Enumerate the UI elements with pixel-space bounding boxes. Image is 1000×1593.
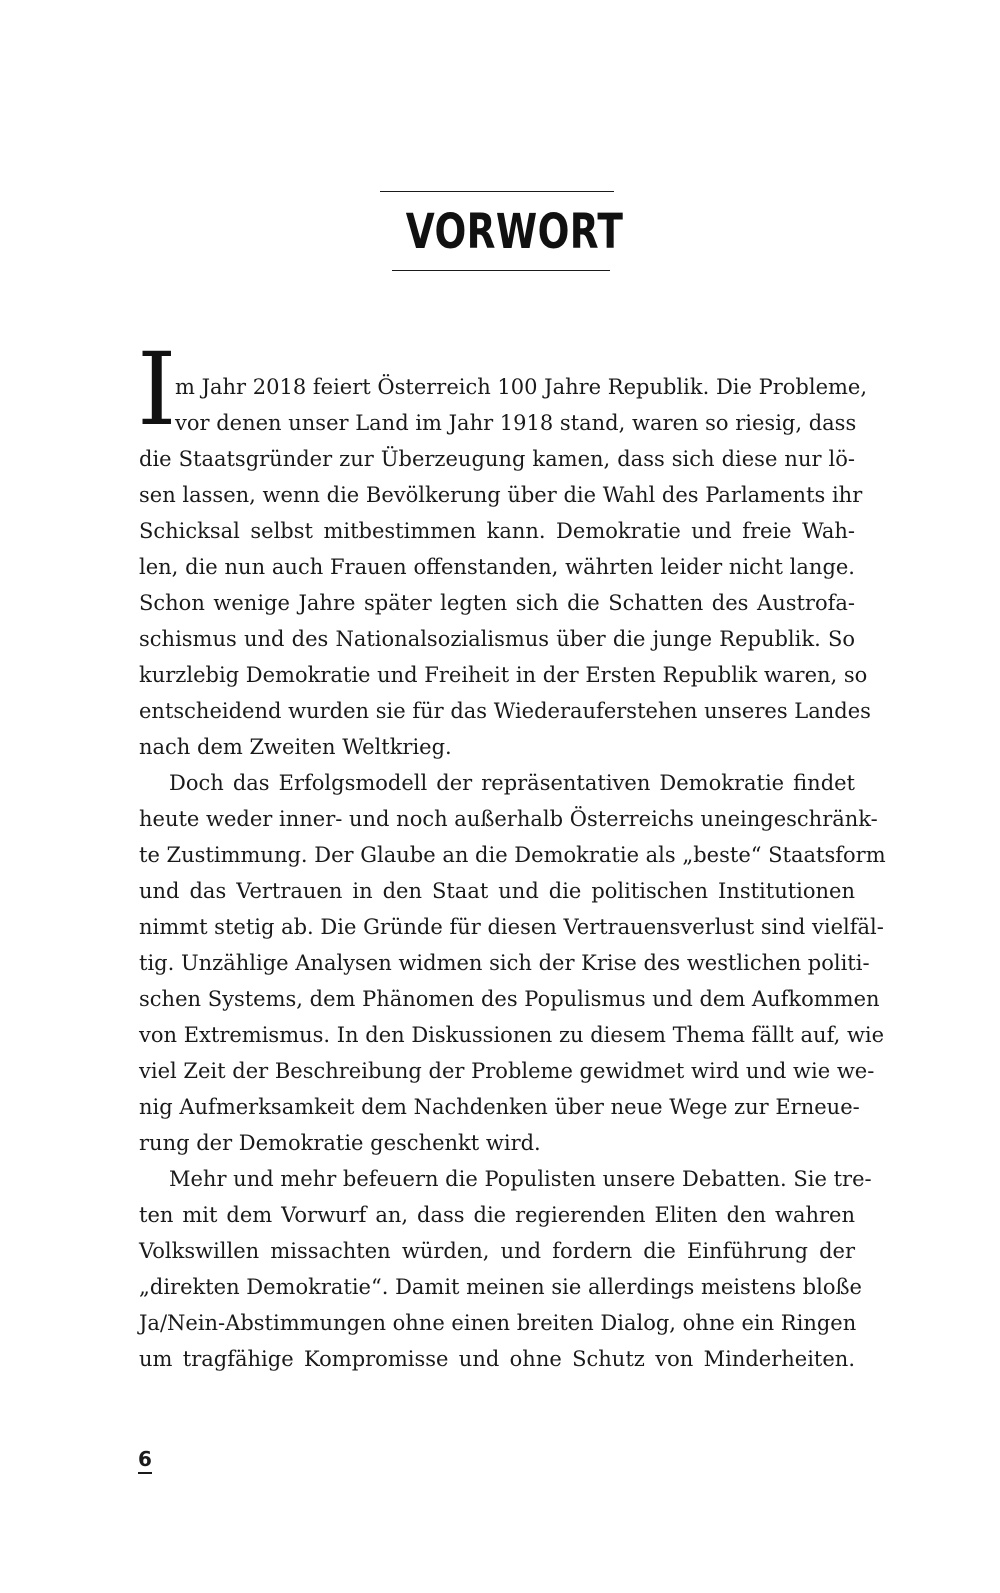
- text-line: schen Systems, dem Phänomen des Populismus und dem Aufkommen: [139, 987, 880, 1011]
- text-line: Schon wenige Jahre später legten sich die Schatten des Austrofa-: [139, 591, 855, 615]
- title-bottom-rule: [392, 270, 610, 271]
- text-line: viel Zeit der Beschreibung der Probleme gewidmet wird und wie we-: [139, 1059, 875, 1083]
- text-line: Volkswillen missachten würden, und fordern die Einführung der: [139, 1239, 855, 1263]
- text-line: nimmt stetig ab. Die Gründe für diesen Vertrauensverlust sind vielfäl-: [139, 915, 884, 939]
- text-line: um tragfähige Kompromisse und ohne Schutz von Minderheiten.: [139, 1347, 855, 1371]
- text-line: kurzlebig Demokratie und Freiheit in der Ersten Republik waren, so: [139, 663, 868, 687]
- text-line: m Jahr 2018 feiert Österreich 100 Jahre Republik. Die Probleme,: [175, 375, 868, 399]
- text-line: schismus und des Nationalsozialismus über die junge Republik. So: [139, 627, 855, 651]
- chapter-title: VORWORT: [405, 204, 624, 260]
- text-line: Ja/Nein-Abstimmungen ohne einen breiten Dialog, ohne ein Ringen: [139, 1311, 857, 1335]
- text-line: nig Aufmerksamkeit dem Nachdenken über neue Wege zur Erneue-: [139, 1095, 860, 1119]
- text-line: entscheidend wurden sie für das Wiederauferstehen unseres Landes: [139, 699, 871, 723]
- text-line: sen lassen, wenn die Bevölkerung über die Wahl des Parlaments ihr: [139, 483, 863, 507]
- drop-cap-letter: I: [137, 331, 177, 448]
- text-line: die Staatsgründer zur Überzeugung kamen, dass sich diese nur lö-: [139, 447, 855, 471]
- text-line: len, die nun auch Frauen offenstanden, währten leider nicht lange.: [139, 555, 855, 579]
- text-line: von Extremismus. In den Diskussionen zu diesem Thema fällt auf, wie: [139, 1023, 885, 1047]
- text-line: te Zustimmung. Der Glaube an die Demokratie als „beste“ Staatsform: [139, 843, 886, 867]
- page-number: 6: [138, 1447, 152, 1474]
- text-line: und das Vertrauen in den Staat und die politischen Institutionen: [139, 879, 855, 903]
- text-line: Doch das Erfolgsmodell der repräsentativen Demokratie findet: [169, 771, 855, 795]
- body-text: [139, 369, 886, 1377]
- chapter-title-block: [380, 190, 624, 274]
- text-line: Schicksal selbst mitbestimmen kann. Demokratie und freie Wah-: [139, 519, 855, 543]
- title-top-rule: [380, 191, 614, 192]
- text-line: Mehr und mehr befeuern die Populisten unsere Debatten. Sie tre-: [169, 1167, 872, 1191]
- text-line: tig. Unzählige Analysen widmen sich der Krise des westlichen politi-: [139, 951, 870, 975]
- text-line: „direkten Demokratie“. Damit meinen sie allerdings meistens bloße: [139, 1275, 862, 1299]
- text-line: nach dem Zweiten Weltkrieg.: [139, 735, 452, 759]
- text-line: rung der Demokratie geschenkt wird.: [139, 1131, 541, 1155]
- text-line: heute weder inner- und noch außerhalb Österreichs uneingeschränk-: [139, 807, 878, 831]
- text-line: vor denen unser Land im Jahr 1918 stand, waren so riesig, dass: [175, 411, 857, 435]
- text-line: ten mit dem Vorwurf an, dass die regierenden Eliten den wahren: [139, 1203, 855, 1227]
